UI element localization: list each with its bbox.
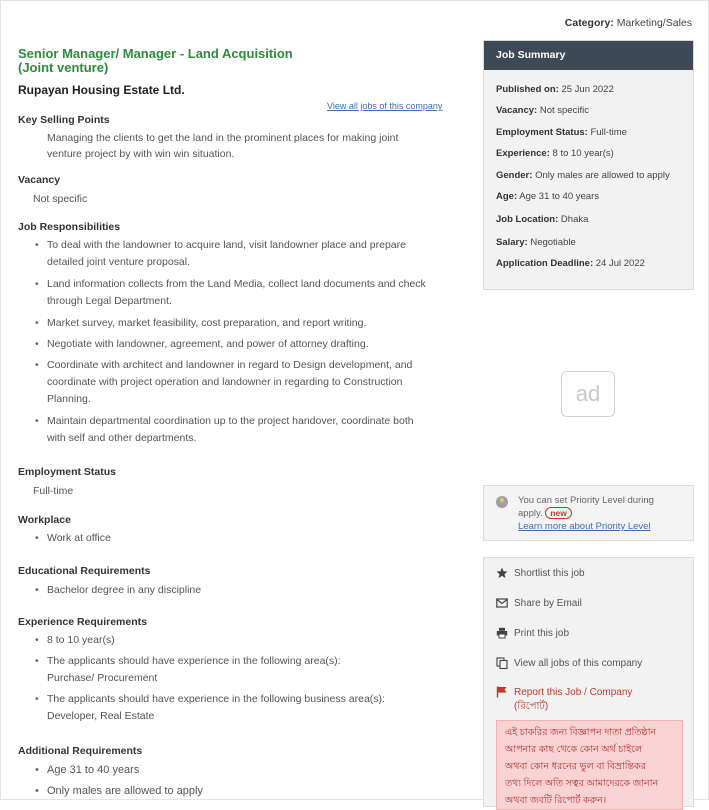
envelope-icon: [496, 597, 508, 609]
job-summary-panel: [483, 40, 694, 290]
list-item: [18, 315, 448, 332]
priority-text: [518, 494, 688, 533]
summary-value: 24 Jul 2022: [595, 258, 645, 269]
summary-age: [496, 191, 599, 202]
copy-icon: [496, 657, 508, 669]
education-title: Educational Requirements: [18, 565, 151, 577]
education-list: [18, 582, 201, 599]
list-item: [18, 357, 448, 408]
employment-status-title: Employment Status: [18, 466, 117, 478]
share-by-email-button[interactable]: [496, 597, 582, 609]
view-all-jobs-link[interactable]: View all jobs of this company: [327, 101, 443, 111]
list-item: • Only males are allowed to apply: [18, 783, 203, 800]
list-item-line: through Legal Department.: [47, 295, 172, 307]
notice-line: এই চাকরির জন্য বিজ্ঞাপন দাতা প্রতিষ্ঠান: [505, 727, 657, 738]
fraud-warning-notice: [496, 720, 683, 810]
category-key: Category:: [564, 17, 614, 29]
list-item: [18, 336, 448, 353]
share-label: Share by Email: [514, 597, 582, 609]
list-item-line: Developer, Real Estate: [47, 710, 155, 722]
job-summary-header: Job Summary: [484, 41, 693, 70]
priority-level-box: [483, 485, 694, 541]
job-title: [18, 47, 458, 75]
print-label: Print this job: [514, 627, 570, 639]
summary-value: Only males are allowed to apply: [535, 170, 670, 181]
summary-value: 25 Jun 2022: [561, 84, 614, 95]
key-selling-text: [47, 130, 398, 162]
job-title-line2: (Joint venture): [18, 60, 109, 75]
learn-more-priority-link[interactable]: Learn more about Priority Level: [518, 521, 651, 532]
list-item: [18, 413, 448, 447]
list-item: • Bachelor degree in any discipline: [18, 582, 201, 599]
list-item-line: • Market survey, market feasibility, cost preparation, and report writing.: [47, 317, 367, 329]
summary-label: Gender:: [496, 170, 533, 181]
summary-value: Full-time: [590, 127, 627, 138]
list-item-line: with self and other departments.: [47, 432, 197, 444]
experience-list: [18, 632, 448, 725]
company-name: Rupayan Housing Estate Ltd.: [18, 83, 185, 97]
notice-line: অথবা কোন ধরনের ভুল বা বিভ্রান্তিকর: [505, 761, 646, 772]
new-badge: new: [545, 507, 572, 519]
list-item-line: • Land information collects from the Land Media, collect land documents and check: [47, 278, 426, 290]
summary-label: Age:: [496, 191, 518, 202]
shortlist-job-button[interactable]: [496, 567, 585, 579]
summary-value: 8 to 10 year(s): [552, 148, 614, 159]
report-line2: (রিপোর্ট): [514, 701, 549, 712]
priority-line2-text: apply.: [518, 508, 543, 519]
summary-label: Salary:: [496, 237, 528, 248]
list-item-line: • Negotiate with landowner, agreement, and power of attorney drafting.: [47, 338, 369, 350]
list-item-line: detailed joint venture proposal.: [47, 256, 191, 268]
additional-title: Additional Requirements: [18, 745, 143, 757]
responsibilities-title: Job Responsibilities: [18, 221, 121, 233]
report-label: [514, 686, 632, 714]
summary-label: Employment Status:: [496, 127, 588, 138]
priority-line2: [518, 507, 688, 520]
shortlist-label: Shortlist this job: [514, 567, 585, 579]
workplace-title: Workplace: [18, 514, 71, 526]
summary-label: Vacancy:: [496, 105, 538, 116]
workplace-list: [18, 530, 111, 547]
summary-value: Not specific: [539, 105, 589, 116]
summary-label: Published on:: [496, 84, 559, 95]
category-label: [565, 17, 692, 29]
summary-employment-status: [496, 127, 627, 138]
list-item-line: • Coordinate with architect and landowner in regard to Design development, and: [47, 359, 413, 371]
employment-status-value: Full-time: [33, 485, 74, 497]
key-selling-title: Key Selling Points: [18, 114, 110, 126]
list-item-line: • Maintain departmental coordination up to the project handover, coordinate both: [47, 415, 414, 427]
notice-line: অথবা জবটি রিপোর্ট করুন।: [505, 795, 607, 806]
list-item-line: Planning.: [47, 393, 91, 405]
additional-list: [18, 762, 203, 800]
list-item: • Work at office: [18, 530, 111, 547]
summary-gender: [496, 170, 670, 181]
vacancy-title: Vacancy: [18, 174, 61, 186]
view-all-label: View all jobs of this company: [514, 657, 643, 669]
report-line1: Report this Job / Company: [514, 687, 633, 698]
job-actions-panel: [483, 557, 694, 807]
printer-icon: [496, 627, 508, 639]
summary-experience: [496, 148, 614, 159]
flag-icon: [496, 686, 508, 698]
summary-label: Job Location:: [496, 214, 559, 225]
summary-label: Application Deadline:: [496, 258, 594, 269]
list-item: • 8 to 10 year(s): [18, 632, 448, 649]
list-item-line: Purchase/ Procurement: [47, 672, 158, 684]
list-item-line: • The applicants should have experience in the following business area(s):: [47, 693, 385, 705]
job-title-line1: Senior Manager/ Manager - Land Acquisition: [18, 46, 293, 61]
experience-title: Experience Requirements: [18, 616, 147, 628]
summary-published: [496, 84, 614, 95]
key-selling-line2: venture project by with win win situation.: [47, 148, 235, 160]
ad-placeholder[interactable]: ad: [561, 371, 615, 417]
priority-line1: You can set Priority Level during: [518, 495, 654, 506]
summary-salary: [496, 237, 576, 248]
list-item: [18, 276, 448, 310]
summary-value: Dhaka: [560, 214, 589, 225]
list-item: • Age 31 to 40 years: [18, 762, 203, 779]
job-main-content: [18, 46, 458, 111]
responsibilities-list: [18, 237, 448, 447]
list-item-line: • To deal with the landowner to acquire land, visit landowner place and prepare: [47, 239, 406, 251]
category-value: Marketing/Sales: [616, 17, 692, 29]
list-item: [18, 653, 448, 687]
list-item-line: • The applicants should have experience in the following area(s):: [47, 655, 341, 667]
summary-deadline: [496, 258, 645, 269]
key-selling-line1: Managing the clients to get the land in the prominent places for making joint: [47, 132, 399, 144]
view-all-company-jobs-button[interactable]: [496, 657, 642, 669]
summary-job-location: [496, 214, 588, 225]
lightbulb-icon: [496, 496, 508, 508]
summary-vacancy: [496, 105, 589, 116]
notice-line: তথ্য দিলে অতি সত্বর আমাদেরকে জানান: [505, 778, 659, 789]
summary-value: Age 31 to 40 years: [519, 191, 599, 202]
list-item: [18, 691, 448, 725]
report-job-button[interactable]: [496, 686, 632, 714]
notice-line: আপনার কাছ থেকে কোন অর্থ চাইলে: [505, 744, 643, 755]
vacancy-value: Not specific: [33, 193, 88, 205]
print-job-button[interactable]: [496, 627, 569, 639]
star-icon: [496, 567, 508, 579]
summary-label: Experience:: [496, 148, 550, 159]
list-item: [18, 237, 448, 271]
list-item-line: coordinate with project operation and landowner in regarding to Construction: [47, 376, 403, 388]
summary-value: Negotiable: [530, 237, 576, 248]
